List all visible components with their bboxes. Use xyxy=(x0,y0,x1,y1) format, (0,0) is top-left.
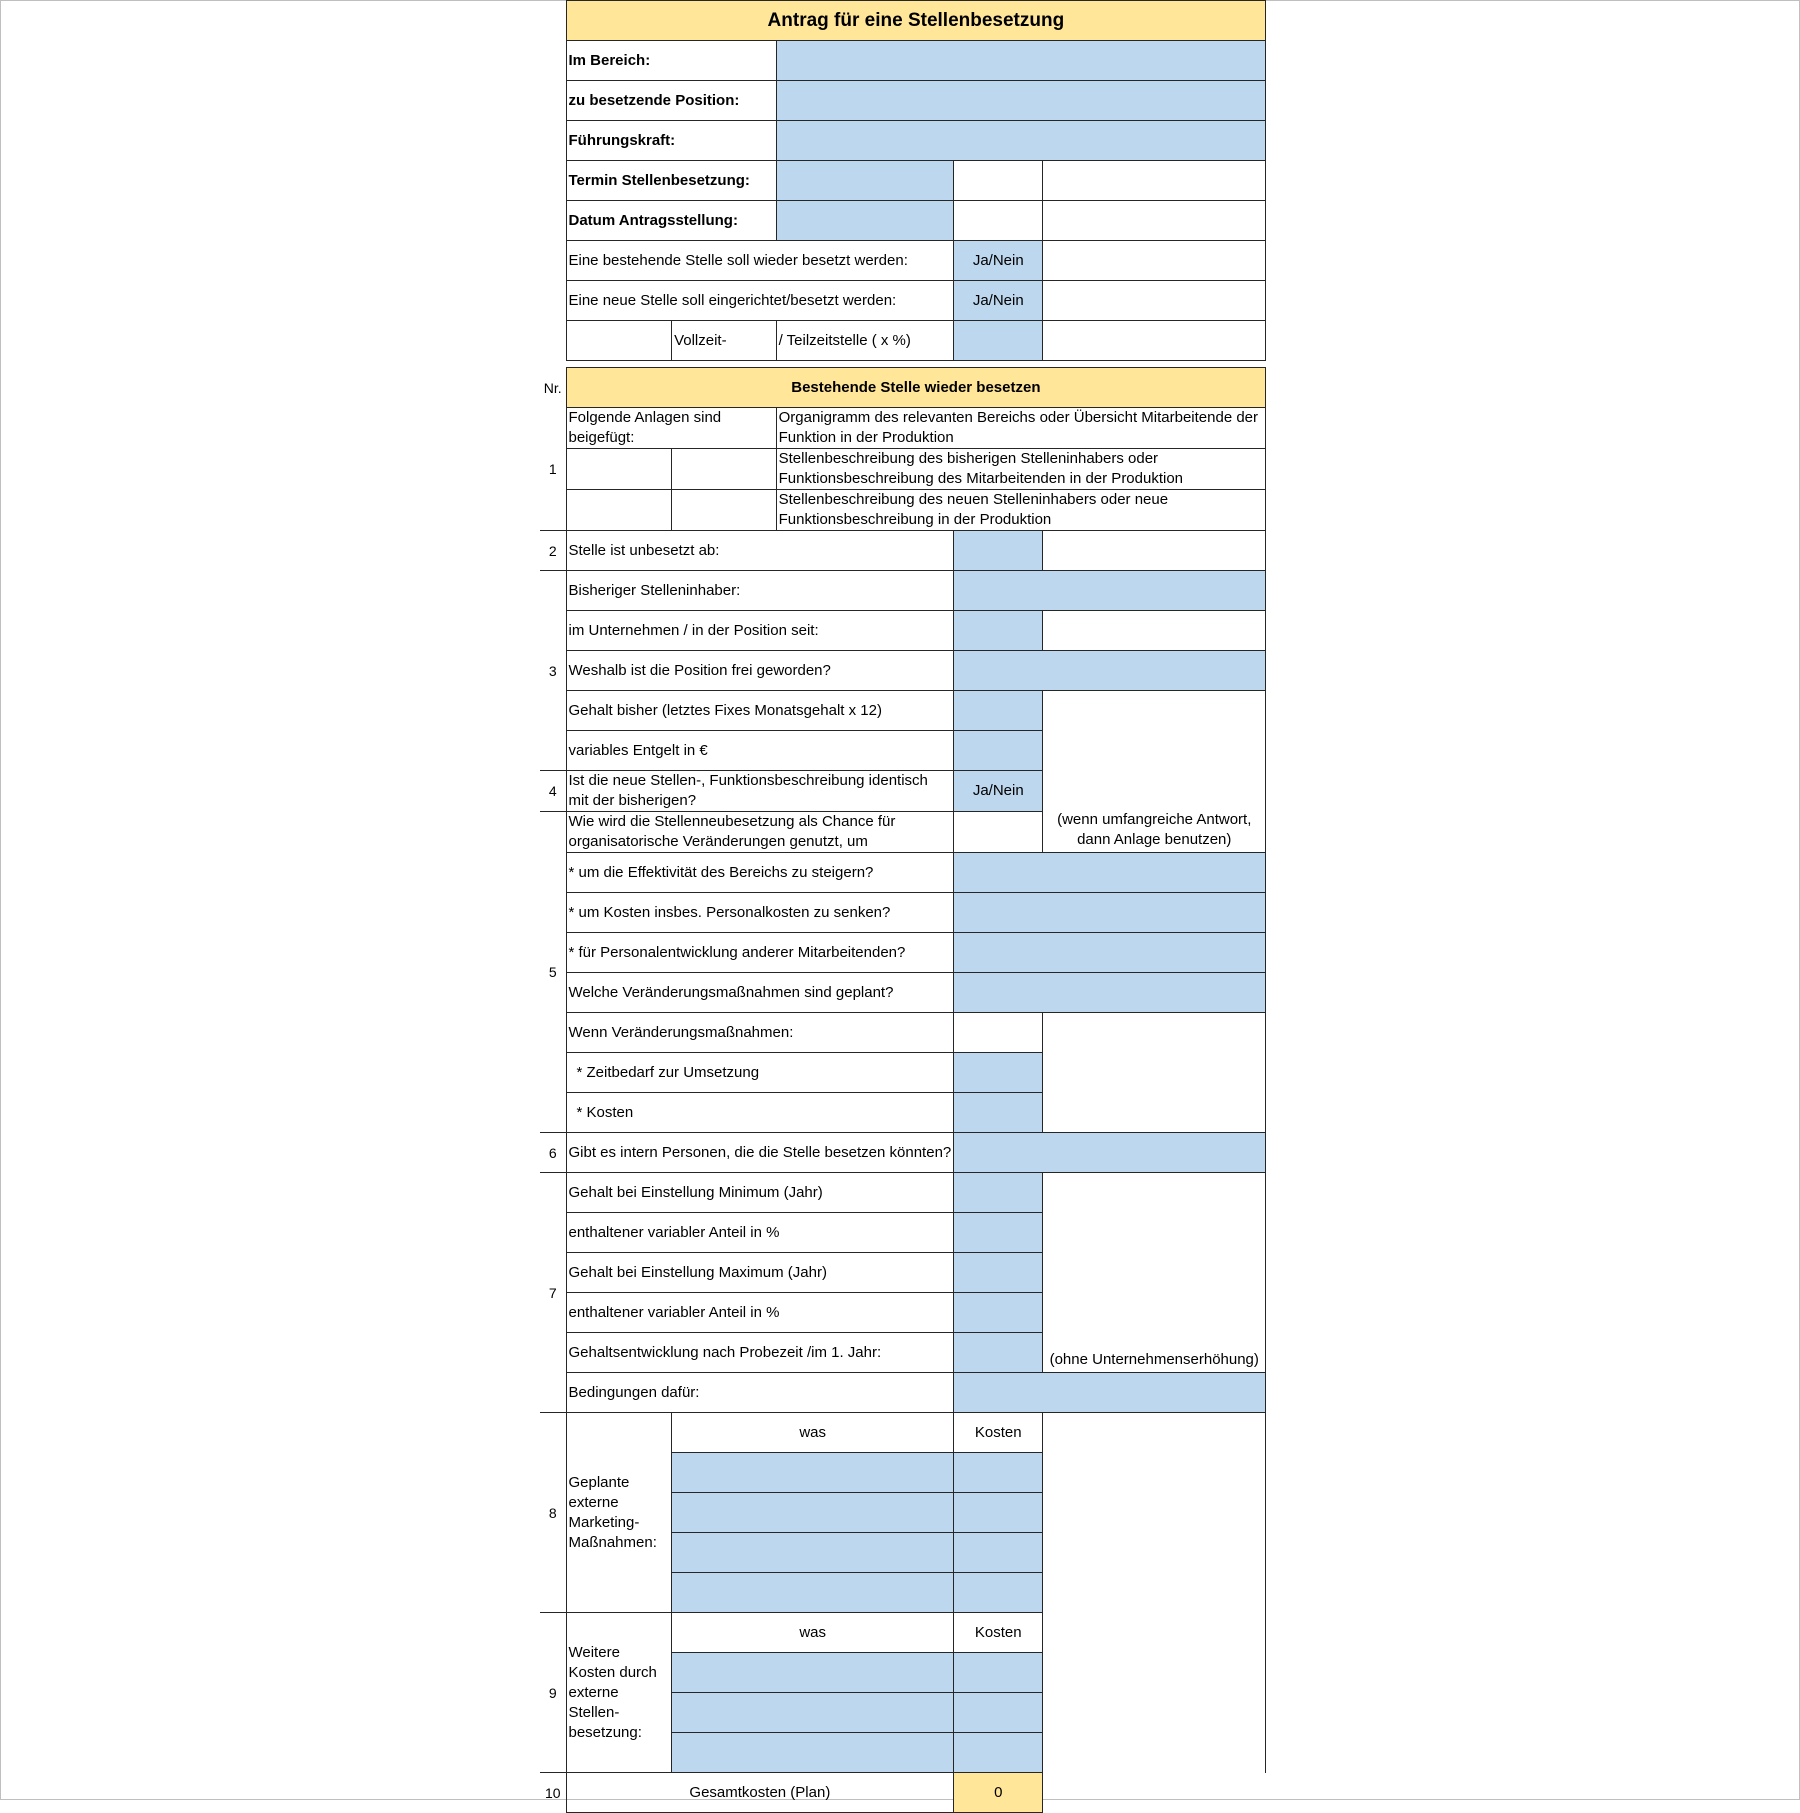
row-number-5: 5 xyxy=(540,812,566,1133)
marketing-was-input-4[interactable] xyxy=(672,1573,954,1613)
marketing-was-header: was xyxy=(672,1413,954,1453)
marketing-label: Geplante externe Marketing-Maßnahmen: xyxy=(566,1413,672,1613)
section-title: Bestehende Stelle wieder besetzen xyxy=(566,368,1266,408)
gehalt-bisher-input[interactable] xyxy=(954,691,1043,731)
vollzeit-label: Vollzeit- xyxy=(672,321,777,361)
termin-label: Termin Stellenbesetzung: xyxy=(566,161,776,201)
position-input[interactable] xyxy=(776,81,1266,121)
weitere-kosten-input-2[interactable] xyxy=(954,1693,1043,1733)
row-number-2: 2 xyxy=(540,531,566,571)
gehalt-maximum-input[interactable] xyxy=(954,1253,1043,1293)
intern-personen-label: Gibt es intern Personen, die die Stelle besetzen könnten? xyxy=(566,1133,954,1173)
unternehmenserhoehung-note: (ohne Unternehmenserhöhung) xyxy=(1043,1173,1266,1373)
neu-ja-nein-input[interactable]: Ja/Nein xyxy=(954,281,1043,321)
massnahmen-label: Welche Veränderungsmaßnahmen sind geplant? xyxy=(566,973,954,1013)
gehalt-bisher-label: Gehalt bisher (letztes Fixes Monatsgehalt x 12) xyxy=(566,691,954,731)
wenn-massnahmen-label: Wenn Veränderungsmaßnahmen: xyxy=(566,1013,954,1053)
form-title: Antrag für eine Stellenbesetzung xyxy=(566,1,1266,41)
weitere-was-input-2[interactable] xyxy=(672,1693,954,1733)
bedingungen-label: Bedingungen dafür: xyxy=(566,1373,954,1413)
bestehend-ja-nein-input[interactable]: Ja/Nein xyxy=(954,241,1043,281)
position-label: zu besetzende Position: xyxy=(566,81,776,121)
termin-input[interactable] xyxy=(776,161,954,201)
fuehrungskraft-label: Führungskraft: xyxy=(566,121,776,161)
position-seit-label: im Unternehmen / in der Position seit: xyxy=(566,611,954,651)
weitere-kosten-header: Kosten xyxy=(954,1613,1043,1653)
chance-question: Wie wird die Stellenneubesetzung als Chance für organisatorische Veränderungen genutzt, um xyxy=(566,812,954,853)
row-number-9: 9 xyxy=(540,1613,566,1773)
weitere-kosten-input-1[interactable] xyxy=(954,1653,1043,1693)
gehalt-minimum-input[interactable] xyxy=(954,1173,1043,1213)
massnahmen-input[interactable] xyxy=(954,973,1266,1013)
gehalt-maximum-label: Gehalt bei Einstellung Maximum (Jahr) xyxy=(566,1253,954,1293)
bedingungen-input[interactable] xyxy=(954,1373,1266,1413)
position-seit-input[interactable] xyxy=(954,611,1043,651)
anlage-checkbox-2[interactable] xyxy=(566,449,672,490)
intern-personen-input[interactable] xyxy=(954,1133,1266,1173)
bereich-input[interactable] xyxy=(776,41,1266,81)
weitere-was-header: was xyxy=(672,1613,954,1653)
anlage-option-bisherige: Stellenbeschreibung des bisherigen Stelleninhabers oder Funktionsbeschreibung des Mitarbeitenden in der Produktion xyxy=(776,449,1266,490)
anlage-checkbox-3[interactable] xyxy=(566,490,672,531)
bisheriger-inhaber-input[interactable] xyxy=(954,571,1266,611)
identisch-question: Ist die neue Stellen-, Funktionsbeschreibung identisch mit der bisherigen? xyxy=(566,771,954,812)
anlage-note: (wenn umfangreiche Antwort, dann Anlage benutzen) xyxy=(1043,691,1266,853)
marketing-kosten-input-3[interactable] xyxy=(954,1533,1043,1573)
neu-question: Eine neue Stelle soll eingerichtet/besetzt werden: xyxy=(566,281,954,321)
anlage-option-organigramm: Organigramm des relevanten Bereichs oder Übersicht Mitarbeitende der Funktion in der Produktion xyxy=(776,408,1266,449)
marketing-kosten-input-2[interactable] xyxy=(954,1493,1043,1533)
unbesetzt-input[interactable] xyxy=(954,531,1043,571)
massnahmen-kosten-label: * Kosten xyxy=(566,1093,954,1133)
row-number-8: 8 xyxy=(540,1413,566,1613)
zeitbedarf-input[interactable] xyxy=(954,1053,1043,1093)
anlagen-label: Folgende Anlagen sind beigefügt: xyxy=(566,408,776,449)
kosten-senken-label: * um Kosten insbes. Personalkosten zu senken? xyxy=(566,893,954,933)
row-number-10: 10 xyxy=(540,1773,566,1813)
weitere-kosten-label: Weitere Kosten durch externe Stellen-besetzung: xyxy=(566,1613,672,1773)
fuehrungskraft-input[interactable] xyxy=(776,121,1266,161)
variabler-anteil-min-input[interactable] xyxy=(954,1213,1043,1253)
datum-label: Datum Antragsstellung: xyxy=(566,201,776,241)
anlage-option-neue: Stellenbeschreibung des neuen Stelleninhabers oder neue Funktionsbeschreibung in der Produktion xyxy=(776,490,1266,531)
gehalt-minimum-label: Gehalt bei Einstellung Minimum (Jahr) xyxy=(566,1173,954,1213)
personalentwicklung-input[interactable] xyxy=(954,933,1266,973)
datum-input[interactable] xyxy=(776,201,954,241)
marketing-kosten-input-1[interactable] xyxy=(954,1453,1043,1493)
application-form xyxy=(540,0,1266,1813)
frei-geworden-input[interactable] xyxy=(954,651,1266,691)
personalentwicklung-label: * für Personalentwicklung anderer Mitarbeitenden? xyxy=(566,933,954,973)
row-number-6: 6 xyxy=(540,1133,566,1173)
effektivitaet-label: * um die Effektivität des Bereichs zu steigern? xyxy=(566,853,954,893)
marketing-kosten-header: Kosten xyxy=(954,1413,1043,1453)
marketing-was-input-2[interactable] xyxy=(672,1493,954,1533)
row-number-1: 1 xyxy=(548,460,557,477)
gesamtkosten-label: Gesamtkosten (Plan) xyxy=(566,1773,954,1813)
gesamtkosten-value: 0 xyxy=(954,1773,1043,1813)
weitere-was-input-3[interactable] xyxy=(672,1733,954,1773)
weitere-kosten-input-3[interactable] xyxy=(954,1733,1043,1773)
variables-entgelt-label: variables Entgelt in € xyxy=(566,731,954,771)
nr-column-header: Nr. xyxy=(543,379,562,396)
teilzeit-percent-input[interactable] xyxy=(954,321,1043,361)
zeitbedarf-label: * Zeitbedarf zur Umsetzung xyxy=(566,1053,954,1093)
variabler-anteil-max-label: enthaltener variabler Anteil in % xyxy=(566,1293,954,1333)
row-number-7: 7 xyxy=(540,1173,566,1413)
variabler-anteil-min-label: enthaltener variabler Anteil in % xyxy=(566,1213,954,1253)
row-number-4: 4 xyxy=(540,771,566,812)
teilzeit-label: / Teilzeitstelle ( x %) xyxy=(776,321,954,361)
gehaltsentwicklung-input[interactable] xyxy=(954,1333,1043,1373)
variables-entgelt-input[interactable] xyxy=(954,731,1043,771)
marketing-kosten-input-4[interactable] xyxy=(954,1573,1043,1613)
identisch-ja-nein-input[interactable]: Ja/Nein xyxy=(954,771,1043,812)
row-number-3: 3 xyxy=(540,571,566,771)
frei-geworden-label: Weshalb ist die Position frei geworden? xyxy=(566,651,954,691)
kosten-senken-input[interactable] xyxy=(954,893,1266,933)
form-table xyxy=(540,0,1266,1813)
effektivitaet-input[interactable] xyxy=(954,853,1266,893)
marketing-was-input-3[interactable] xyxy=(672,1533,954,1573)
massnahmen-kosten-input[interactable] xyxy=(954,1093,1043,1133)
bestehend-question: Eine bestehende Stelle soll wieder besetzt werden: xyxy=(566,241,954,281)
weitere-was-input-1[interactable] xyxy=(672,1653,954,1693)
bereich-label: Im Bereich: xyxy=(566,41,776,81)
variabler-anteil-max-input[interactable] xyxy=(954,1293,1043,1333)
marketing-was-input-1[interactable] xyxy=(672,1453,954,1493)
unbesetzt-label: Stelle ist unbesetzt ab: xyxy=(566,531,954,571)
gehaltsentwicklung-label: Gehaltsentwicklung nach Probezeit /im 1. Jahr: xyxy=(566,1333,954,1373)
bisheriger-inhaber-label: Bisheriger Stelleninhaber: xyxy=(566,571,954,611)
